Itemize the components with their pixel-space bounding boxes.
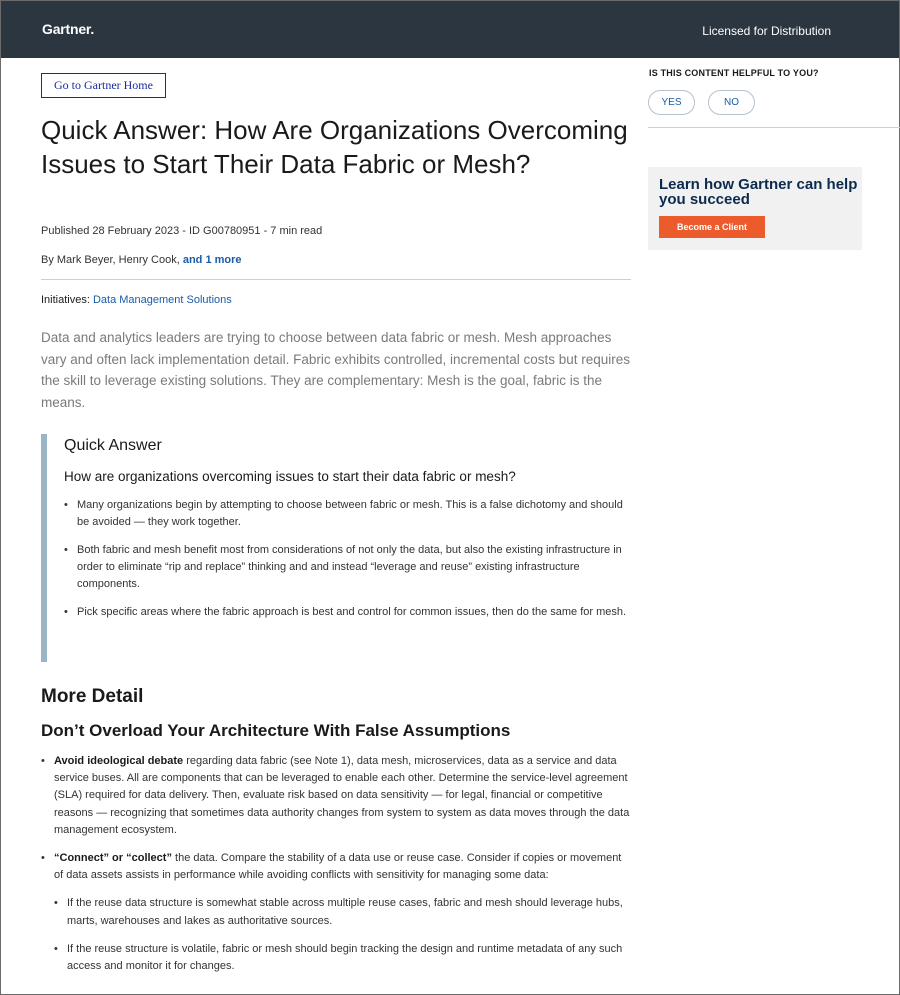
detail-list [41,753,633,986]
list-item [41,850,633,975]
list-item: • Pick specific areas where the fabric approach is best and control for common issues, then do the same for mesh. [64,604,629,621]
meta-divider [41,279,631,280]
initiatives-line [41,294,232,306]
gartner-logo[interactable]: Gartner. [42,21,95,37]
sub-list [54,895,633,975]
sub-list-item: • If the reuse data structure is somewhat stable across multiple reuse cases, fabric and mesh should leverage hubs, marts, warehouses and lakes as authoritative sources. [54,895,633,929]
more-authors-link[interactable]: and 1 more [182,254,242,266]
initiative-link-data-management[interactable]: Data Management Solutions [92,294,232,306]
list-item: • Both fabric and mesh benefit most from considerations of not only the data, but also the existing infrastructure in order to eliminate “rip and replace” thinking and and instead “leverage and reuse” existing infrastructure components. [64,542,629,593]
list-item-bold: “Connect” or “collect” [54,852,172,865]
more-detail-heading: More Detail [41,686,144,707]
list-item [41,753,633,839]
sub-list-item: • If the reuse structure is volatile, fabric or mesh should begin tracking the design and runtime metadata of any such access and monitor it for changes. [54,941,633,975]
sidebar-divider [648,127,900,128]
quick-answer-heading: Quick Answer [64,437,162,454]
feedback-no-button[interactable]: NO [708,90,755,115]
list-item-bold: Avoid ideological debate [54,755,184,767]
authors-line [41,254,242,266]
promo-title: Learn how Gartner can help you succeed [659,176,858,208]
authors-names: By Mark Beyer, Henry Cook, [41,254,183,266]
quick-answer-list [64,497,629,632]
publication-info: Published 28 February 2023 - ID G00780951 - 7 min read [41,225,323,237]
article-summary: Data and analytics leaders are trying to choose between data fabric or mesh. Mesh approaches vary and often lack implementation detail. Fabric exhibits controlled, incremental costs but requires the skill to leverage existing solutions. They are complementary: Mesh is the goal, fabric is the means. [41,330,631,410]
top-header-bar [1,1,899,58]
list-item-text: regarding data fabric (see Note 1), data mesh, microservices, data as a service and data service buses. All are components that can be leveraged to enable each other. Determine the service-level agreement (SLA) required for data delivery. Then, evaluate risk based on data sensitivity — for legal, financial or competitive reasons — recognizing that sometimes data authority changes from system to system as data moves through the data management ecosystem. [54,755,630,836]
quick-answer-box [41,434,633,662]
become-a-client-button[interactable]: Become a Client [659,216,765,238]
page-title: Quick Answer: How Are Organizations Overcoming Issues to Start Their Data Fabric or Mesh? [41,115,628,179]
feedback-yes-button[interactable]: YES [648,90,695,115]
go-to-gartner-home-button[interactable]: Go to Gartner Home [41,73,166,98]
licensed-for-distribution-label: Licensed for Distribution [702,24,831,38]
feedback-question: IS THIS CONTENT HELPFUL TO YOU? [649,68,819,78]
list-item: • Many organizations begin by attempting to choose between fabric or mesh. This is a false dichotomy and should be avoided — they work together. [64,497,629,531]
promo-panel [648,167,862,250]
quick-answer-question: How are organizations overcoming issues to start their data fabric or mesh? [64,469,516,484]
section-subheading: Don’t Overload Your Architecture With False Assumptions [41,721,511,740]
list-item-text: the data. Compare the stability of a data use or reuse case. Consider if copies or movement of data assets assists in performance while avoiding conflicts with sensitivity for managing some data: [54,852,622,882]
initiatives-label: Initiatives: [41,294,93,306]
